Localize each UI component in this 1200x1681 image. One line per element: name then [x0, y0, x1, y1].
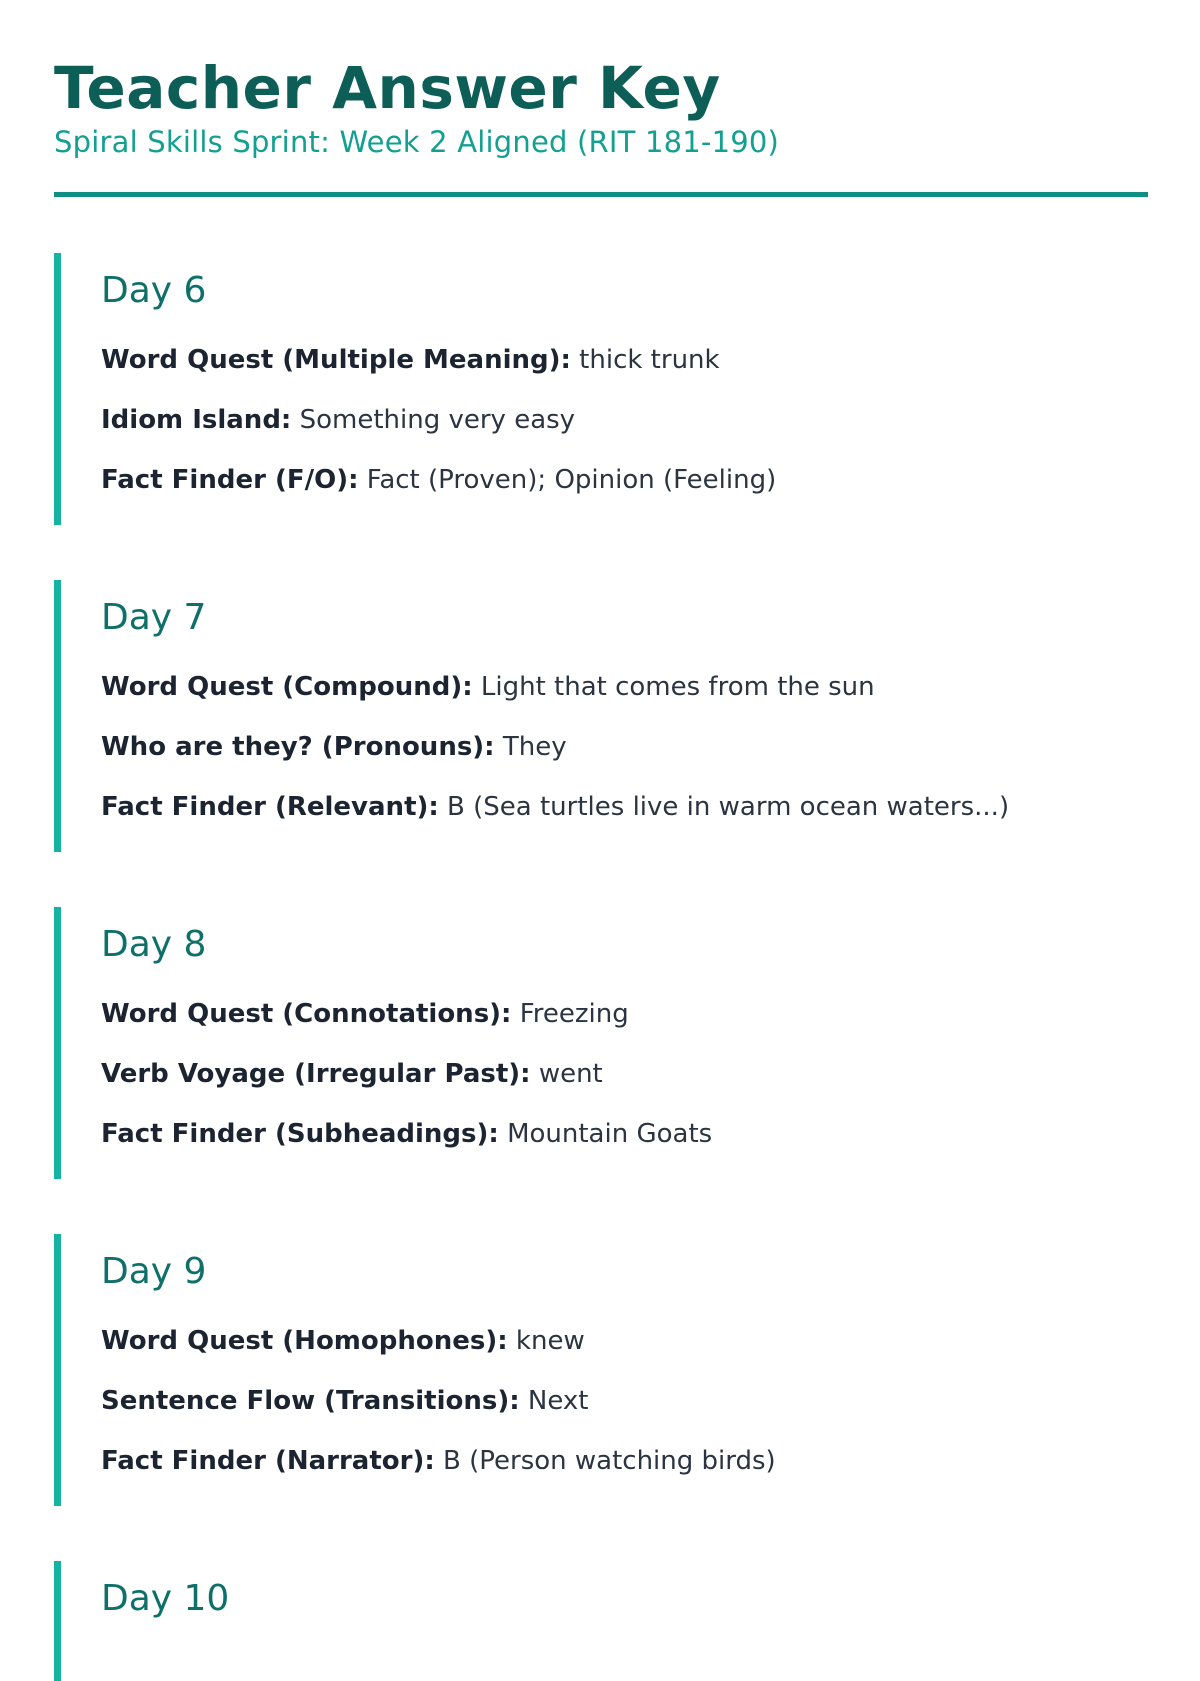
answer-item	[101, 997, 1148, 1031]
answer-item	[101, 670, 1148, 704]
header-divider	[54, 192, 1148, 197]
day-heading: Day 10	[101, 1578, 230, 1619]
answer-label: Who are they? (Pronouns):	[101, 732, 495, 762]
answer-item	[101, 463, 1148, 497]
answer-value: thick trunk	[579, 345, 720, 375]
answer-item	[101, 343, 1148, 377]
answer-item	[101, 1057, 1148, 1091]
day-section-10	[54, 1561, 1148, 1681]
answer-value: Fact (Proven); Opinion (Feeling)	[366, 465, 777, 495]
day-section-6	[54, 253, 1148, 525]
answer-item	[101, 1444, 1148, 1478]
answer-key-page	[54, 0, 1148, 1681]
answer-value: Freezing	[519, 999, 629, 1029]
page-subtitle: Spiral Skills Sprint: Week 2 Aligned (RIT 181-190)	[54, 125, 780, 159]
day-heading: Day 7	[101, 597, 207, 638]
answer-label: Word Quest (Connotations):	[101, 999, 512, 1029]
answer-value: Mountain Goats	[507, 1119, 713, 1149]
answer-label: Fact Finder (Relevant):	[101, 792, 439, 822]
answer-value: They	[502, 732, 567, 762]
answer-label: Fact Finder (Subheadings):	[101, 1119, 499, 1149]
answer-value: Light that comes from the sun	[480, 672, 875, 702]
day-heading: Day 8	[101, 924, 207, 965]
day-heading: Day 6	[101, 270, 207, 311]
answer-item	[101, 1324, 1148, 1358]
day-list	[54, 253, 1148, 1681]
day-section-7	[54, 580, 1148, 852]
day-section-9	[54, 1234, 1148, 1506]
page-title: Teacher Answer Key	[54, 54, 721, 122]
answer-label: Word Quest (Homophones):	[101, 1326, 508, 1356]
answer-item	[101, 403, 1148, 437]
answer-value: knew	[515, 1326, 585, 1356]
answer-label: Sentence Flow (Transitions):	[101, 1386, 520, 1416]
answer-value: went	[538, 1059, 603, 1089]
answer-label: Word Quest (Multiple Meaning):	[101, 345, 571, 375]
answer-label: Fact Finder (Narrator):	[101, 1446, 435, 1476]
answer-value: Next	[527, 1386, 589, 1416]
answer-label: Fact Finder (F/O):	[101, 465, 359, 495]
answer-label: Verb Voyage (Irregular Past):	[101, 1059, 531, 1089]
answer-value: B (Person watching birds)	[443, 1446, 776, 1476]
day-heading: Day 9	[101, 1251, 207, 1292]
answer-value: B (Sea turtles live in warm ocean waters...)	[447, 792, 1010, 822]
day-section-8	[54, 907, 1148, 1179]
answer-label: Word Quest (Compound):	[101, 672, 473, 702]
answer-item	[101, 730, 1148, 764]
answer-item	[101, 1384, 1148, 1418]
answer-item	[101, 1117, 1148, 1151]
answer-item	[101, 790, 1148, 824]
answer-label: Idiom Island:	[101, 405, 292, 435]
answer-value: Something very easy	[299, 405, 576, 435]
